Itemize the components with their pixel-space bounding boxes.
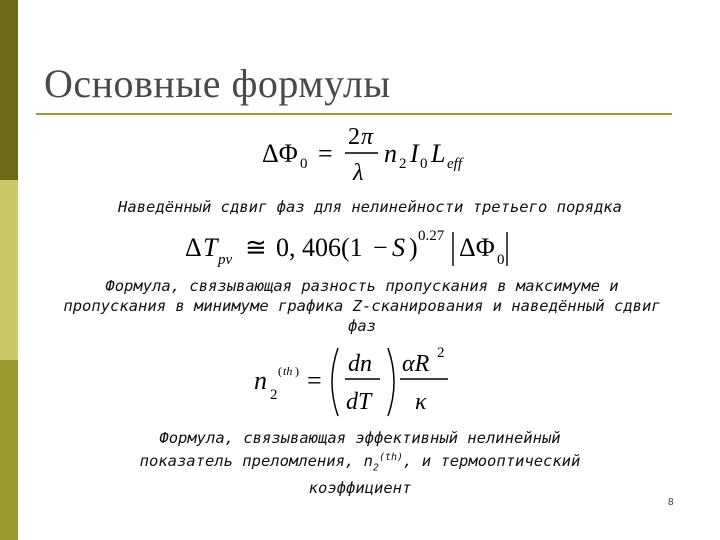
svg-text:): ) xyxy=(295,364,299,378)
formula-transmittance-difference xyxy=(185,220,565,276)
svg-text:): ) xyxy=(409,233,418,262)
superscript: (th) xyxy=(378,452,404,463)
svg-text:λ: λ xyxy=(353,160,364,186)
title-underline xyxy=(36,113,672,115)
svg-text:n: n xyxy=(384,139,397,168)
svg-text:≅: ≅ xyxy=(245,233,267,262)
svg-text:2: 2 xyxy=(270,387,278,403)
sidebar-stripe xyxy=(0,0,18,540)
svg-text:−: − xyxy=(373,233,388,262)
formula-3-caption-line: Формула, связывающая эффективный нелинейный xyxy=(159,429,561,447)
formula-phase-shift xyxy=(262,118,482,188)
svg-text:0, 406(1: 0, 406(1 xyxy=(276,233,363,262)
caption-text: , и термооптический xyxy=(403,452,581,471)
formula-2-caption-line: фаз xyxy=(348,317,376,335)
svg-text:0: 0 xyxy=(420,156,428,172)
formula-3-caption-line xyxy=(80,448,640,478)
svg-text:2: 2 xyxy=(348,124,360,150)
svg-text:2: 2 xyxy=(437,345,445,361)
formula-2-caption xyxy=(22,276,702,336)
svg-text:(: ( xyxy=(278,364,282,378)
svg-text:dn: dn xyxy=(348,351,372,377)
svg-text:eff: eff xyxy=(447,156,462,172)
svg-text:κ: κ xyxy=(415,389,427,415)
formula-1-caption xyxy=(60,197,680,217)
svg-text:n: n xyxy=(254,366,267,395)
svg-text:Δ: Δ xyxy=(185,233,202,262)
svg-text:ΔΦ: ΔΦ xyxy=(262,139,298,168)
svg-text:th: th xyxy=(283,364,293,378)
svg-text:dT: dT xyxy=(346,389,372,415)
formula-thermal-nonlinear-index xyxy=(252,342,472,422)
svg-text:L: L xyxy=(431,139,446,168)
svg-text:pv: pv xyxy=(218,252,233,268)
svg-text:I: I xyxy=(410,139,419,168)
subscript: 2 xyxy=(372,462,379,474)
formula-1-caption-text: Наведённый сдвиг фаз для нелинейности третьего порядка xyxy=(118,198,622,216)
svg-text:0.27: 0.27 xyxy=(418,228,445,244)
svg-text:0: 0 xyxy=(300,156,308,172)
svg-text:ΔΦ: ΔΦ xyxy=(459,233,495,262)
page-number: 8 xyxy=(668,497,674,508)
slide-title: Основные формулы xyxy=(44,61,391,106)
svg-text:0: 0 xyxy=(497,252,505,268)
caption-text: показатель преломления, n xyxy=(139,452,373,471)
formula-2-caption-line: Формула, связывающая разность пропускания в максимуме и xyxy=(105,277,619,295)
formula-2-caption-line: пропускания в минимуме графика Z-сканирования и наведённый сдвиг xyxy=(63,297,661,315)
svg-text:π: π xyxy=(361,124,374,150)
sidebar-block-middle xyxy=(0,180,18,360)
sidebar-block-bottom xyxy=(0,360,18,540)
svg-text:αR: αR xyxy=(402,351,430,377)
svg-text:T: T xyxy=(203,233,218,262)
svg-text:=: = xyxy=(307,366,322,395)
formula-3-caption-line: коэффициент xyxy=(308,479,412,498)
formula-3-caption xyxy=(80,428,640,498)
svg-text:2: 2 xyxy=(399,156,407,172)
sidebar-block-top xyxy=(0,0,18,180)
svg-text:S: S xyxy=(392,233,405,262)
svg-text:=: = xyxy=(318,139,333,168)
